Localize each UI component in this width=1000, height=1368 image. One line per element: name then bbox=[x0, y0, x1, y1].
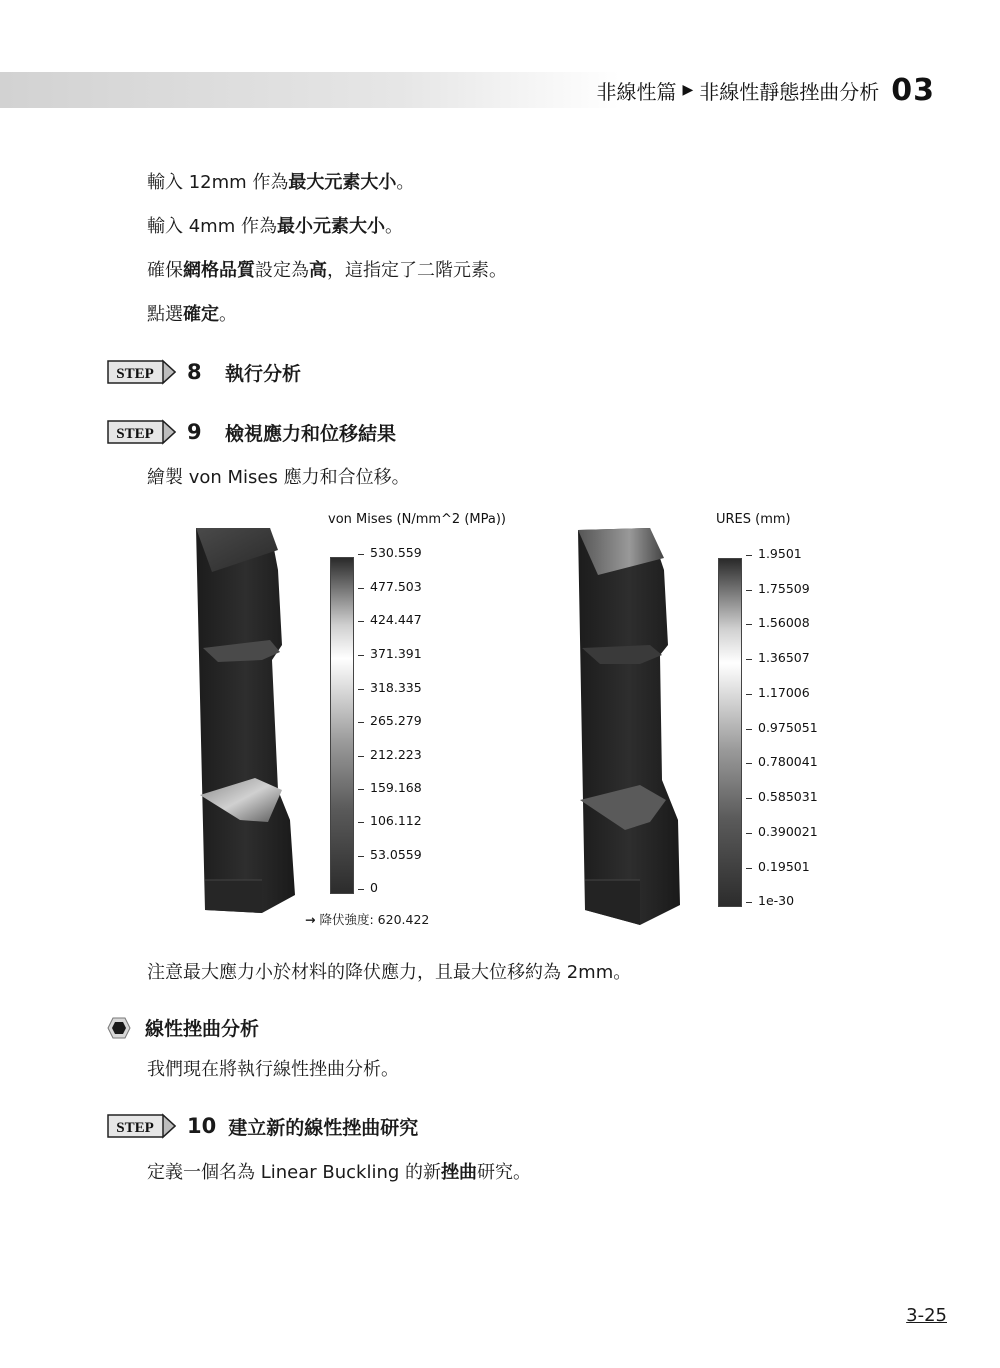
displacement-tick: 0.780041 bbox=[758, 754, 818, 769]
step-number: 9 bbox=[187, 420, 202, 444]
arrow-right-icon: → bbox=[305, 911, 316, 927]
stress-tick: 477.503 bbox=[370, 579, 422, 594]
bold-term: 確定 bbox=[183, 304, 219, 325]
displacement-tick: 1.36507 bbox=[758, 650, 810, 665]
stress-tick: 0 bbox=[370, 880, 378, 895]
text: 輸入 12mm 作為 bbox=[147, 172, 289, 193]
stress-tick: 212.223 bbox=[370, 747, 422, 762]
step-number: 8 bbox=[187, 360, 202, 384]
linear-buckling-description: 我們現在將執行線性挫曲分析。 bbox=[147, 1059, 399, 1080]
bold-term: 挫曲 bbox=[441, 1162, 478, 1183]
bold-term: 網格品質 bbox=[183, 260, 255, 281]
note-paragraph: 注意最大應力小於材料的降伏應力，且最大位移約為 2mm。 bbox=[147, 962, 632, 983]
displacement-tick: 1.17006 bbox=[758, 685, 810, 700]
step-10-heading bbox=[107, 1112, 418, 1140]
displacement-tick: 1.75509 bbox=[758, 581, 810, 596]
stress-tick: 159.168 bbox=[370, 780, 422, 795]
hexagon-bullet-icon bbox=[107, 1016, 131, 1040]
displacement-tick: 1e-30 bbox=[758, 893, 795, 908]
stress-colorbar bbox=[330, 557, 354, 894]
page-number: 3-25 bbox=[906, 1305, 947, 1326]
displacement-tick: 0.585031 bbox=[758, 789, 818, 804]
stress-tick: 530.559 bbox=[370, 545, 422, 560]
step-badge-icon bbox=[107, 1112, 179, 1140]
stress-tick: 106.112 bbox=[370, 813, 422, 828]
step-badge-label: STEP bbox=[116, 1120, 154, 1136]
bold-term: 最大元素大小 bbox=[288, 172, 397, 193]
displacement-tick: 0.975051 bbox=[758, 720, 818, 735]
bold-term: 高 bbox=[309, 260, 327, 281]
text: 點選 bbox=[147, 304, 183, 325]
yield-strength-label: 降伏強度: 620.422 bbox=[319, 912, 430, 927]
stress-model-image bbox=[196, 528, 295, 913]
text: 定義一個名為 Linear Buckling 的新 bbox=[147, 1162, 442, 1183]
header-arrow-icon: ▶ bbox=[682, 82, 694, 98]
header-part: 非線性篇 bbox=[596, 79, 677, 104]
stress-tick: 265.279 bbox=[370, 713, 422, 728]
displacement-tick: 0.19501 bbox=[758, 859, 810, 874]
stress-tick: 371.391 bbox=[370, 646, 422, 661]
section-heading-linear-buckling bbox=[107, 1014, 259, 1041]
section-heading-text: 線性挫曲分析 bbox=[145, 1018, 260, 1040]
stress-tick: 424.447 bbox=[370, 612, 422, 627]
bold-term: 最小元素大小 bbox=[276, 216, 385, 237]
step-title: 檢視應力和位移結果 bbox=[225, 422, 397, 445]
displacement-tick: 1.9501 bbox=[758, 546, 802, 561]
step-10-description bbox=[147, 1158, 531, 1184]
step-badge-label: STEP bbox=[116, 366, 154, 382]
stress-tick: 53.0559 bbox=[370, 847, 422, 862]
displacement-colorbar bbox=[718, 558, 742, 907]
displacement-tick: 0.390021 bbox=[758, 824, 818, 839]
yield-strength-marker bbox=[305, 910, 429, 928]
text: 設定為 bbox=[255, 260, 309, 281]
step-9-description: 繪製 von Mises 應力和合位移。 bbox=[147, 467, 410, 488]
text: 確保 bbox=[147, 260, 183, 281]
stress-tick: 318.335 bbox=[370, 680, 422, 695]
text: 研究。 bbox=[477, 1162, 532, 1183]
step-title: 執行分析 bbox=[225, 362, 302, 385]
step-title: 建立新的線性挫曲研究 bbox=[228, 1116, 419, 1139]
text: 。 bbox=[384, 216, 403, 237]
step-number: 10 bbox=[187, 1114, 217, 1138]
step-badge-label: STEP bbox=[116, 426, 154, 442]
text: 。 bbox=[219, 304, 237, 325]
text: 輸入 4mm 作為 bbox=[147, 216, 277, 237]
text: ，這指定了二階元素。 bbox=[327, 260, 507, 281]
displacement-tick: 1.56008 bbox=[758, 615, 810, 630]
chapter-number: 03 bbox=[891, 72, 935, 108]
text: 。 bbox=[396, 172, 415, 193]
displacement-model-image bbox=[578, 528, 680, 925]
header-section: 非線性靜態挫曲分析 bbox=[699, 79, 880, 104]
displacement-legend-title: URES (mm) bbox=[716, 512, 791, 527]
stress-legend-title: von Mises (N/mm^2 (MPa)) bbox=[328, 512, 506, 527]
